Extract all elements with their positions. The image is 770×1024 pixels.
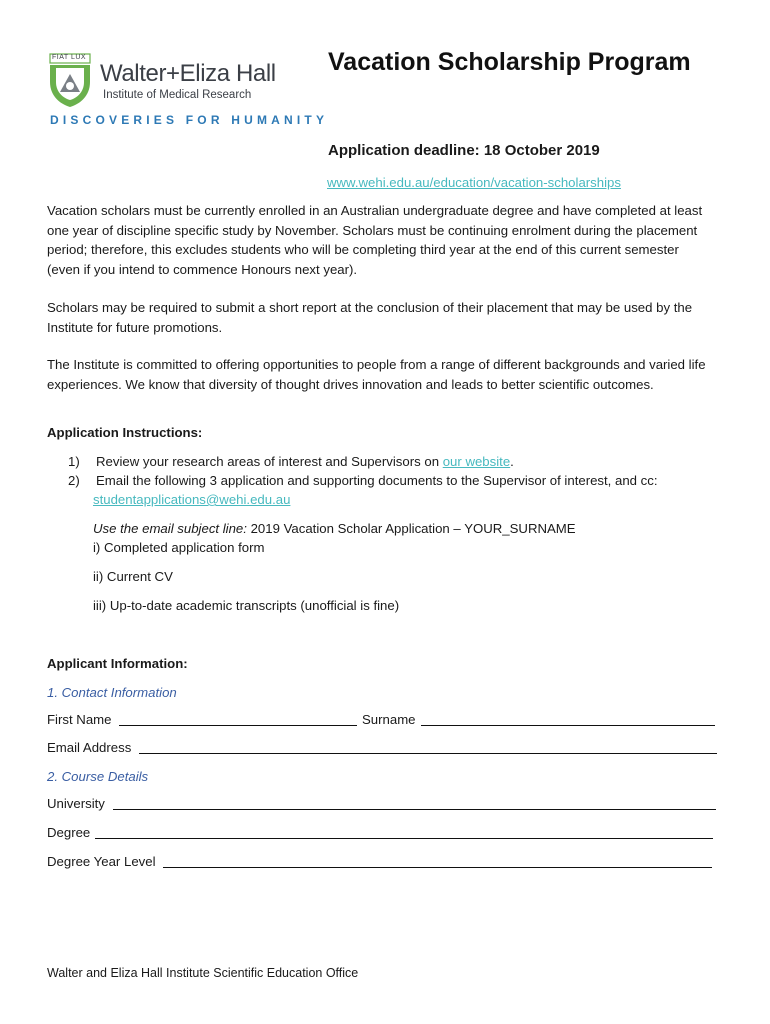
- scholarship-url-link[interactable]: www.wehi.edu.au/education/vacation-scholarships: [327, 175, 621, 190]
- instruction-text: Review your research areas of interest and Supervisors on: [96, 454, 443, 469]
- subject-prefix: Use the email subject line:: [93, 521, 247, 536]
- surname-label: Surname: [362, 712, 416, 727]
- instructions-heading: Application Instructions:: [47, 425, 203, 440]
- page-title: Vacation Scholarship Program: [328, 48, 691, 76]
- first-name-field[interactable]: [119, 725, 357, 726]
- our-website-link[interactable]: our website: [442, 454, 511, 469]
- instruction-text: Email the following 3 application and supporting documents to the Supervisor of interest, and cc:: [96, 473, 658, 488]
- email-address-field[interactable]: [139, 753, 717, 754]
- first-name-label: First Name: [47, 712, 112, 727]
- document-item-3: iii) Up-to-date academic transcripts (unofficial is fine): [93, 598, 400, 613]
- diversity-paragraph: The Institute is committed to offering opportunities to people from a range of different backgrounds and varied life experiences. We know that diversity of thought drives innovation and leads to better scientific outcomes.: [47, 357, 706, 392]
- logo-tagline: DISCOVERIES FOR HUMANITY: [50, 113, 329, 127]
- subject-value: 2019 Vacation Scholar Application – YOUR_SURNAME: [246, 521, 576, 536]
- logo-badge-text: FIAT LUX: [52, 54, 87, 61]
- logo-name: Walter+Eliza Hall: [100, 60, 276, 87]
- email-subject-line: [93, 519, 576, 539]
- degree-field[interactable]: [95, 838, 713, 839]
- surname-field[interactable]: [421, 725, 715, 726]
- document-item-1: i) Completed application form: [93, 540, 265, 555]
- degree-year-level-field[interactable]: [163, 867, 712, 868]
- instruction-item-1: [68, 452, 718, 472]
- university-label: University: [47, 796, 105, 811]
- instruction-number: 1): [68, 454, 80, 469]
- instruction-period: .: [510, 454, 514, 469]
- document-item-2: ii) Current CV: [93, 569, 173, 584]
- student-applications-email-link[interactable]: studentapplications@wehi.edu.au: [93, 492, 291, 507]
- instruction-item-2: [68, 471, 718, 491]
- application-deadline: Application deadline: 18 October 2019: [328, 142, 600, 159]
- report-paragraph: Scholars may be required to submit a short report at the conclusion of their placement that may be used by the Institute for future promotions.: [47, 300, 693, 335]
- footer-text: Walter and Eliza Hall Institute Scientific Education Office: [47, 966, 359, 980]
- instruction-number: 2): [68, 473, 80, 488]
- contact-section-heading: 1. Contact Information: [47, 685, 177, 700]
- eligibility-paragraph: Vacation scholars must be currently enrolled in an Australian undergraduate degree and have completed at least one year of discipline specific study by November. Scholars must be continuing enrolment during the placement period; therefore, this excludes students who will be completing third year at the end of this current semester (even if you intend to commence Honours next year).: [47, 203, 703, 277]
- degree-label: Degree: [47, 825, 91, 840]
- logo-subtitle: Institute of Medical Research: [103, 89, 252, 101]
- degree-year-level-label: Degree Year Level: [47, 854, 156, 869]
- university-field[interactable]: [113, 809, 716, 810]
- email-address-label: Email Address: [47, 740, 132, 755]
- course-section-heading: 2. Course Details: [47, 769, 149, 784]
- applicant-heading: Applicant Information:: [47, 656, 188, 671]
